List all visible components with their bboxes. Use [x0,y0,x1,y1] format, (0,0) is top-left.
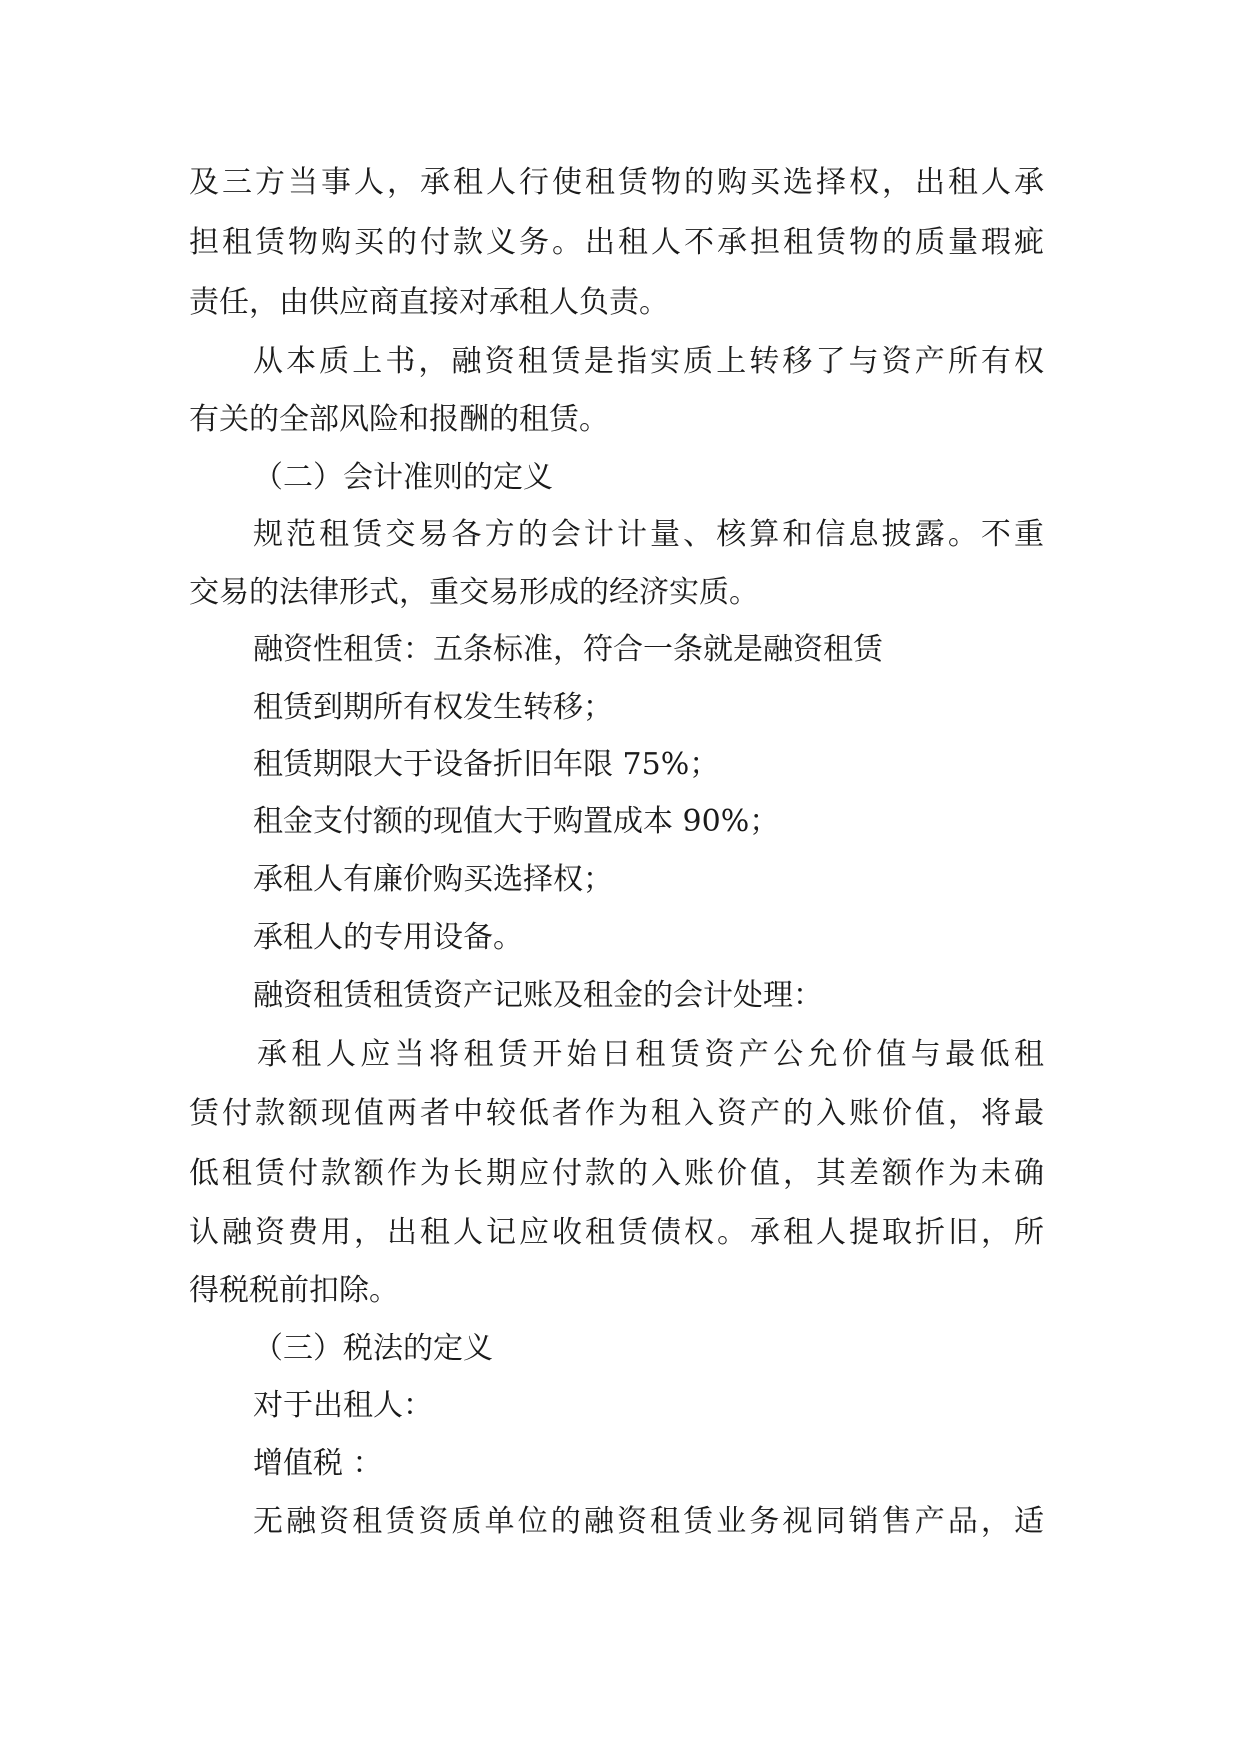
paragraph-line: 低租赁付款额作为长期应付款的入账价值，其差额作为未确 [189,1156,1044,1191]
paragraph-line: 规范租赁交易各方的会计计量、核算和信息披露。不重 [253,517,1044,552]
list-item: 承租人的专用设备。 [253,920,523,955]
paragraph-line: 有关的全部风险和报酬的租赁。 [189,402,609,437]
paragraph-line: 得税税前扣除。 [189,1273,399,1308]
paragraph-line: 赁付款额现值两者中较低者作为租入资产的入账价值，将最 [189,1096,1044,1131]
paragraph-line: 增值税 ： [253,1446,383,1481]
paragraph-line: 从本质上书，融资租赁是指实质上转移了与资产所有权 [253,344,1044,379]
section-heading: （二）会计准则的定义 [253,460,553,495]
list-item: 承租人有廉价购买选择权； [253,862,613,897]
paragraph-line: 认融资费用，出租人记应收租赁债权。承租人提取折旧，所 [189,1215,1044,1250]
paragraph-line: 无融资租赁资质单位的融资租赁业务视同销售产品，适 [253,1504,1044,1539]
paragraph-line: 责任，由供应商直接对承租人负责。 [189,285,669,320]
list-item: 租赁期限大于设备折旧年限 75%； [253,747,720,782]
paragraph-line: 及三方当事人，承租人行使租赁物的购买选择权，出租人承 [189,165,1044,200]
list-item: 租金支付额的现值大于购置成本 90%； [253,804,780,839]
paragraph-line: 担租赁物购买的付款义务。出租人不承担租赁物的质量瑕疵 [189,225,1044,260]
section-heading: （三）税法的定义 [253,1331,493,1366]
paragraph-line: 交易的法律形式，重交易形成的经济实质。 [189,575,759,610]
paragraph-line: 融资性租赁：五条标准，符合一条就是融资租赁 [253,632,883,667]
paragraph-line: 对于出租人： [253,1388,433,1423]
list-item: 租赁到期所有权发生转移； [253,690,613,725]
paragraph-line: 融资租赁租赁资产记账及租金的会计处理： [253,978,823,1013]
paragraph-line: 承租人应当将租赁开始日租赁资产公允价值与最低租 [257,1037,1044,1072]
